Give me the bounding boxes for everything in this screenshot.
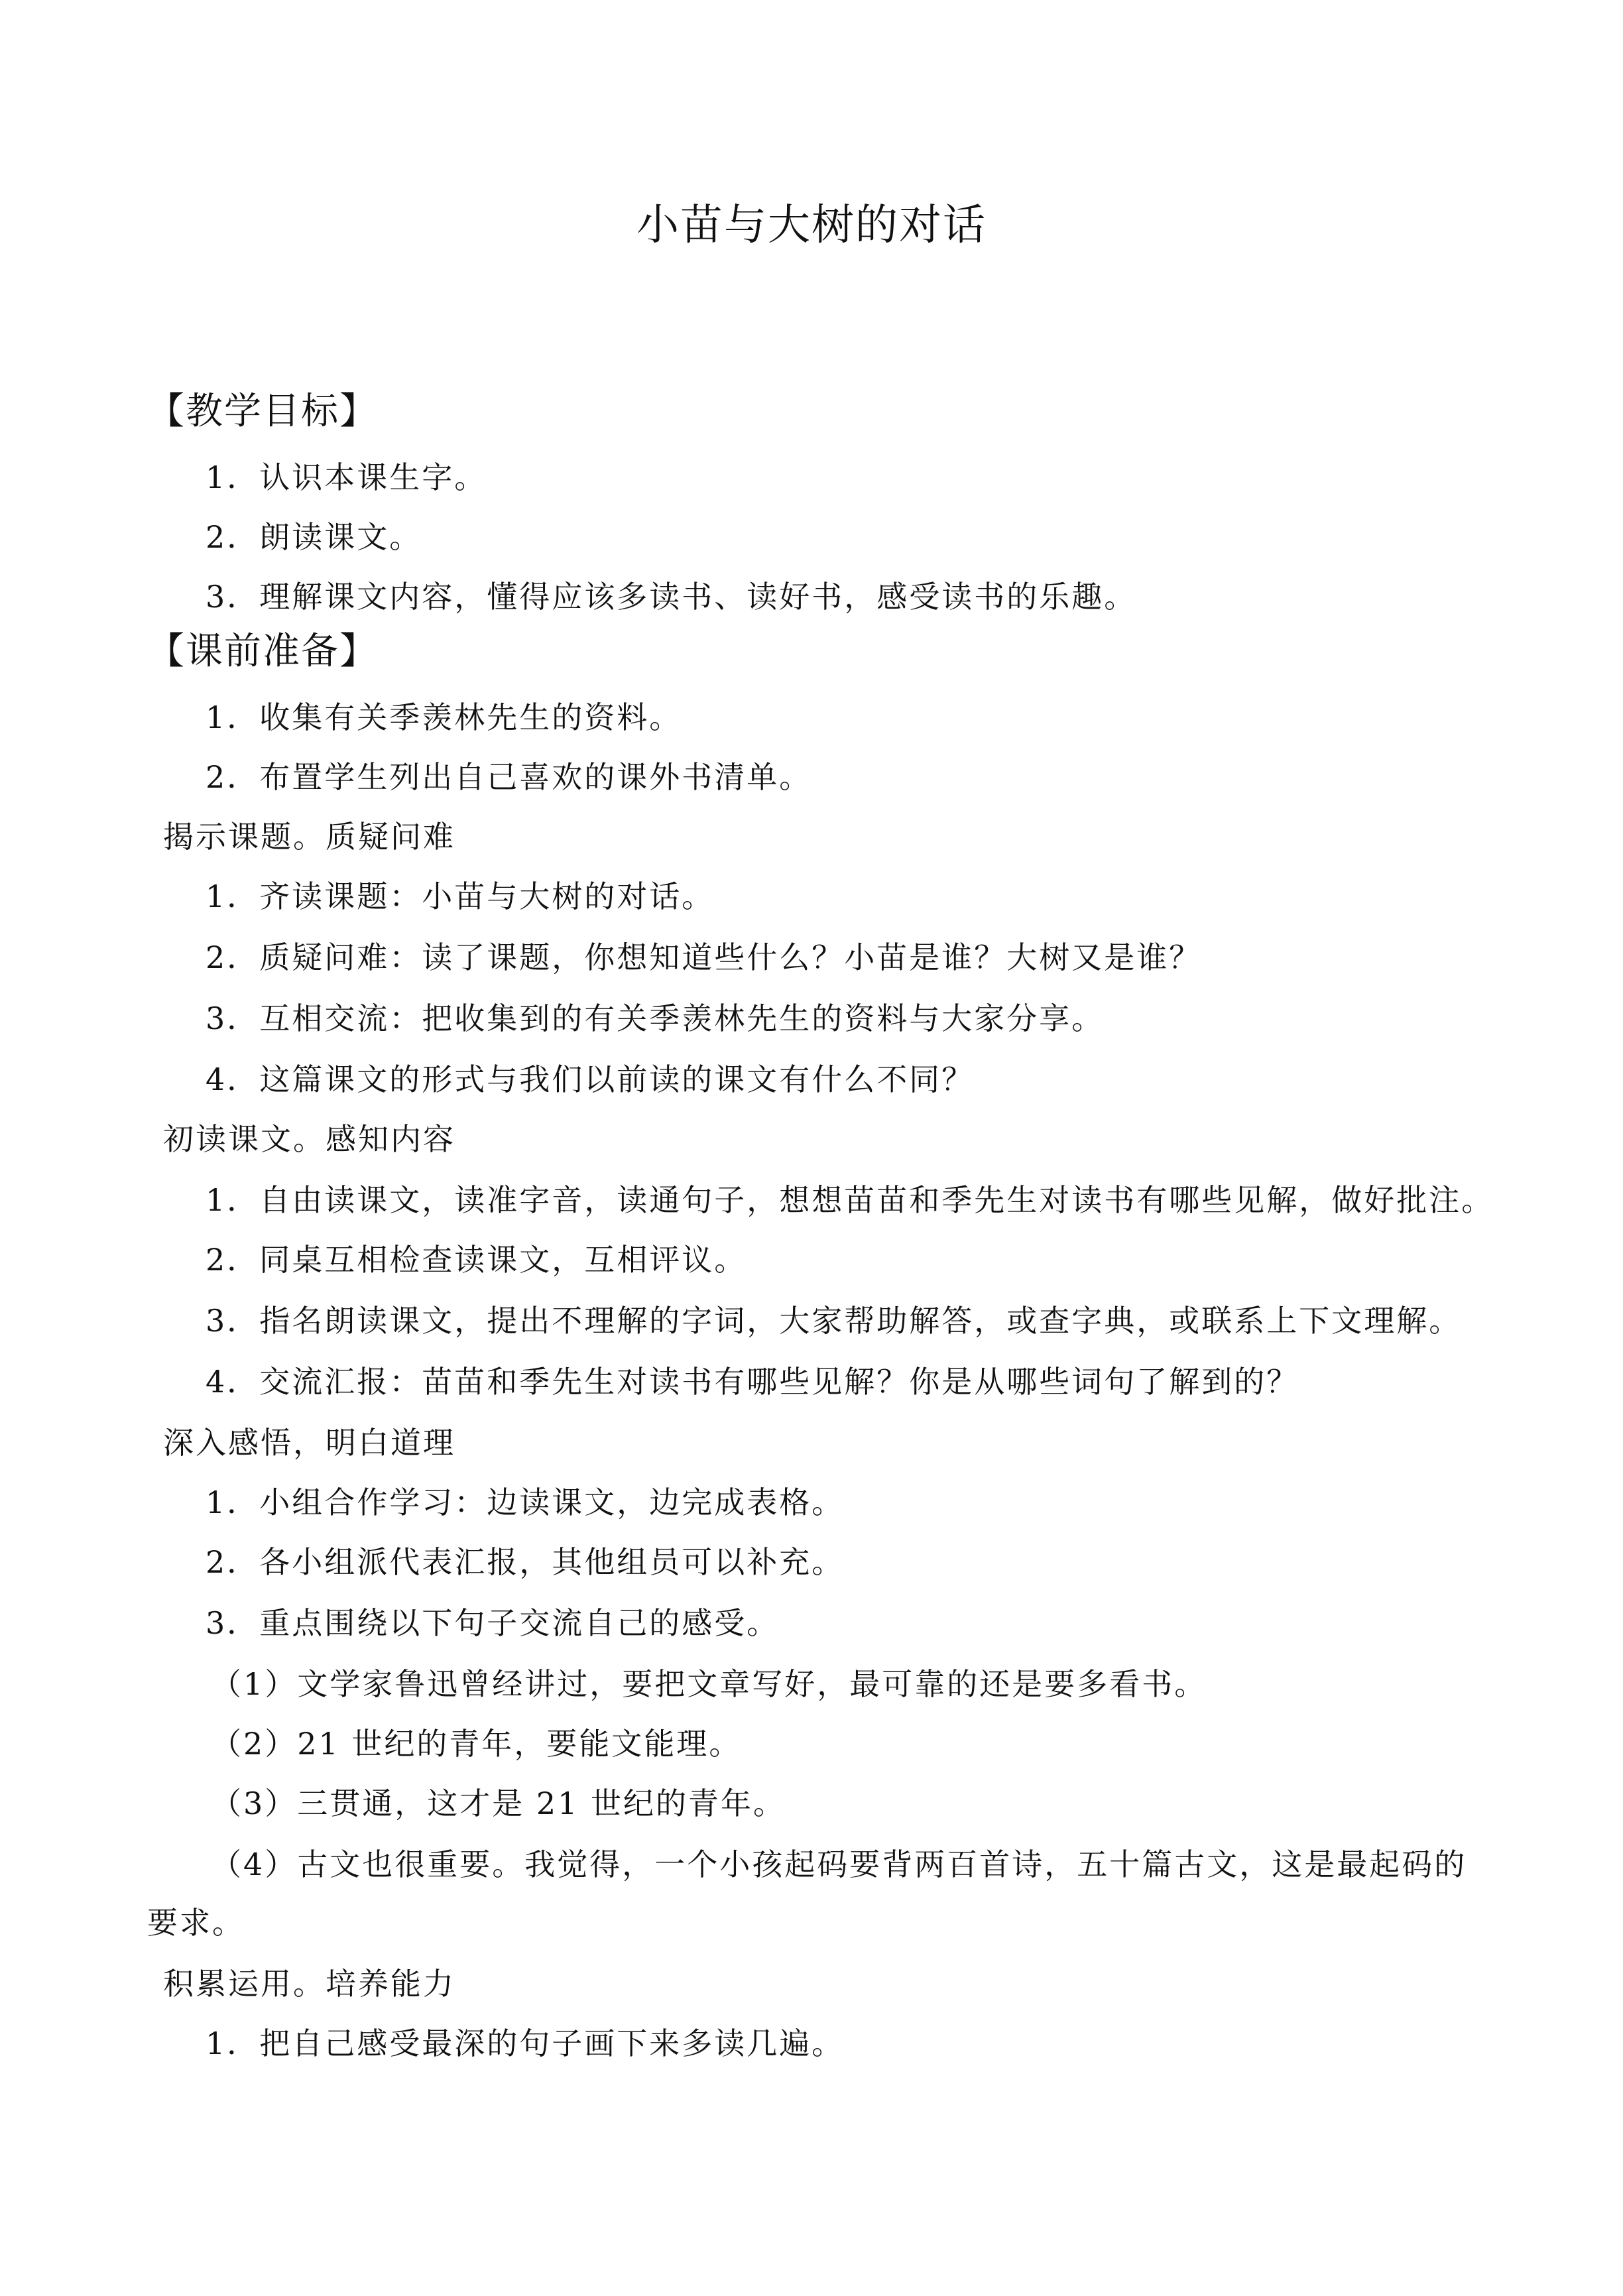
section-item: 3．指名朗读课文，提出不理解的字词，大家帮助解答，或查字典，或联系上下文理解。 bbox=[206, 1303, 1462, 1339]
section-title: 初读课文。感知内容 bbox=[163, 1121, 455, 1157]
section-item: 1．齐读课题：小苗与大树的对话。 bbox=[206, 878, 715, 914]
page-title: 小苗与大树的对话 bbox=[636, 201, 987, 250]
section-title: 积累运用。培养能力 bbox=[163, 1966, 455, 2002]
section-title: 深入感悟，明白道理 bbox=[163, 1425, 455, 1461]
preparation-item: 1．收集有关季羡林先生的资料。 bbox=[206, 699, 682, 735]
section-subitem-continuation: 要求。 bbox=[147, 1905, 245, 1941]
section-subitem: （2）21 世纪的青年，要能文能理。 bbox=[211, 1726, 742, 1762]
section-item: 4．交流汇报：苗苗和季先生对读书有哪些见解？你是从哪些词句了解到的？ bbox=[206, 1364, 1299, 1400]
section-subitem: （4）古文也很重要。我觉得，一个小孩起码要背两百首诗，五十篇古文，这是最起码的 bbox=[211, 1846, 1467, 1882]
section-subitem: （1）文学家鲁迅曾经讲过，要把文章写好，最可靠的还是要多看书。 bbox=[211, 1666, 1207, 1702]
objective-item: 2．朗读课文。 bbox=[206, 519, 422, 555]
section-subitem: （3）三贯通，这才是 21 世纪的青年。 bbox=[211, 1785, 786, 1821]
section-item: 2．同桌互相检查读课文，互相评议。 bbox=[206, 1242, 747, 1278]
section-item: 3．重点围绕以下句子交流自己的感受。 bbox=[206, 1605, 780, 1641]
objective-item: 3．理解课文内容，懂得应该多读书、读好书，感受读书的乐趣。 bbox=[206, 579, 1137, 615]
preparation-item: 2．布置学生列出自己喜欢的课外书清单。 bbox=[206, 759, 812, 795]
section-item: 2．质疑问难：读了课题，你想知道些什么？小苗是谁？大树又是谁？ bbox=[206, 939, 1202, 975]
section-item: 4．这篇课文的形式与我们以前读的课文有什么不同？ bbox=[206, 1061, 975, 1097]
section-item: 1．把自己感受最深的句子画下来多读几遍。 bbox=[206, 2025, 845, 2061]
section-item: 3．互相交流：把收集到的有关季羡林先生的资料与大家分享。 bbox=[206, 1000, 1105, 1036]
section-title: 揭示课题。质疑问难 bbox=[163, 819, 455, 855]
section-item: 2．各小组派代表汇报，其他组员可以补充。 bbox=[206, 1544, 845, 1580]
heading-preparation: 【课前准备】 bbox=[147, 630, 378, 673]
section-item: 1．自由读课文，读准字音，读通句子，想想苗苗和季先生对读书有哪些见解，做好批注。 bbox=[206, 1182, 1494, 1218]
section-item: 1．小组合作学习：边读课文，边完成表格。 bbox=[206, 1484, 845, 1520]
objective-item: 1．认识本课生字。 bbox=[206, 459, 487, 495]
heading-objectives: 【教学目标】 bbox=[147, 390, 378, 433]
